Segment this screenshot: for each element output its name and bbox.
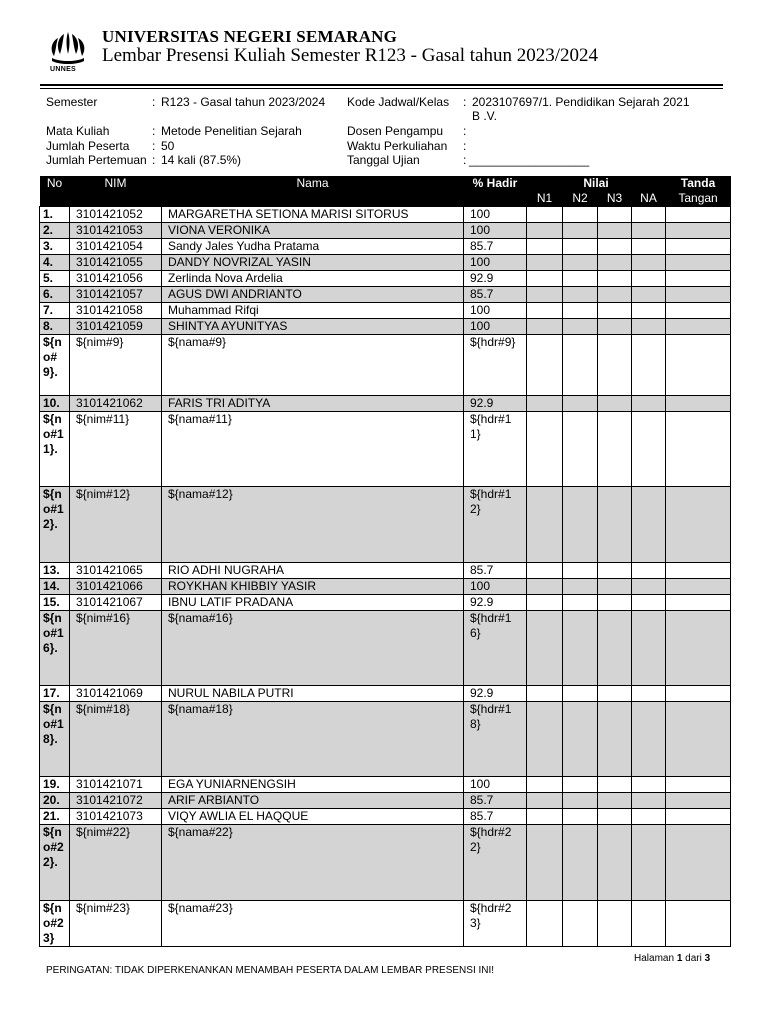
header-blank	[40, 191, 70, 207]
row-signature	[666, 223, 731, 239]
row-n3	[598, 396, 632, 412]
row-signature	[666, 319, 731, 335]
row-nama: FARIS TRI ADITYA	[162, 396, 464, 412]
row-signature	[666, 412, 731, 487]
row-signature	[666, 702, 731, 777]
header-divider	[40, 84, 723, 86]
row-nim: ${nim#11}	[70, 412, 162, 487]
row-nim: 3101421053	[70, 223, 162, 239]
row-n1	[527, 702, 563, 777]
page-total: 3	[704, 953, 711, 964]
row-n1	[527, 777, 563, 793]
row-na	[632, 487, 666, 563]
row-na	[632, 901, 666, 947]
row-signature	[666, 303, 731, 319]
row-hadir: 85.7	[464, 793, 527, 809]
row-no: ${no#23}	[40, 901, 70, 947]
row-nim: 3101421072	[70, 793, 162, 809]
sheet-title: Lembar Presensi Kuliah Semester R123 - Gasal tahun 2023/2024	[102, 45, 599, 66]
row-n1	[527, 223, 563, 239]
table-row	[40, 335, 731, 396]
row-hadir: ${hdr#22}	[464, 825, 527, 901]
row-no: 10.	[40, 396, 70, 412]
table-row	[40, 825, 731, 901]
row-nama: IBNU LATIF PRADANA	[162, 595, 464, 611]
row-hadir: 92.9	[464, 396, 527, 412]
row-na	[632, 825, 666, 901]
table-row	[40, 563, 731, 579]
row-n3	[598, 487, 632, 563]
row-na	[632, 335, 666, 396]
schedule-label: Kode Jadwal/Kelas	[347, 95, 450, 109]
header-n3: N3	[598, 191, 632, 207]
row-nama: ARIF ARBIANTO	[162, 793, 464, 809]
row-nama: ${nama#23}	[162, 901, 464, 947]
row-signature	[666, 595, 731, 611]
row-na	[632, 287, 666, 303]
table-row	[40, 611, 731, 686]
page-prefix: Halaman	[634, 953, 675, 964]
table-row	[40, 303, 731, 319]
row-n2	[563, 825, 598, 901]
row-nama: DANDY NOVRIZAL YASIN	[162, 255, 464, 271]
row-no: ${no#9}.	[40, 335, 70, 396]
row-nim: 3101421056	[70, 271, 162, 287]
header-hadir: % Hadir	[464, 176, 527, 191]
row-n1	[527, 271, 563, 287]
table-row	[40, 223, 731, 239]
row-na	[632, 793, 666, 809]
colon: :	[152, 153, 156, 167]
row-no: 20.	[40, 793, 70, 809]
row-n1	[527, 686, 563, 702]
row-n2	[563, 335, 598, 396]
row-na	[632, 702, 666, 777]
row-n2	[563, 487, 598, 563]
row-n3	[598, 335, 632, 396]
row-nama: SHINTYA AYUNITYAS	[162, 319, 464, 335]
exam-label: Tanggal Ujian	[347, 153, 420, 167]
row-no: 19.	[40, 777, 70, 793]
row-n2	[563, 579, 598, 595]
row-n2	[563, 595, 598, 611]
row-nama: ${nama#12}	[162, 487, 464, 563]
attendance-body	[40, 207, 731, 947]
row-nama: MARGARETHA SETIONA MARISI SITORUS	[162, 207, 464, 223]
row-n2	[563, 793, 598, 809]
row-na	[632, 223, 666, 239]
row-signature	[666, 777, 731, 793]
row-n2	[563, 319, 598, 335]
row-na	[632, 595, 666, 611]
row-n2	[563, 255, 598, 271]
row-no: 1.	[40, 207, 70, 223]
row-n3	[598, 319, 632, 335]
table-row	[40, 901, 731, 947]
row-na	[632, 396, 666, 412]
row-n1	[527, 825, 563, 901]
page-number	[634, 953, 710, 964]
exam-value: __________________	[469, 153, 590, 167]
row-no: 17.	[40, 686, 70, 702]
row-nama: AGUS DWI ANDRIANTO	[162, 287, 464, 303]
row-nama: VIQY AWLIA EL HAQQUE	[162, 809, 464, 825]
colon: :	[463, 95, 467, 109]
header-blank	[162, 191, 464, 207]
row-n3	[598, 207, 632, 223]
row-hadir: 100	[464, 777, 527, 793]
row-nama: ${nama#11}	[162, 412, 464, 487]
table-row	[40, 255, 731, 271]
row-hadir: 85.7	[464, 239, 527, 255]
row-hadir: ${hdr#18}	[464, 702, 527, 777]
row-hadir: 100	[464, 207, 527, 223]
row-nim: 3101421052	[70, 207, 162, 223]
row-n1	[527, 412, 563, 487]
row-no: ${no#18}.	[40, 702, 70, 777]
row-n2	[563, 809, 598, 825]
table-row	[40, 487, 731, 563]
page-separator: dari	[685, 953, 702, 964]
row-signature	[666, 239, 731, 255]
row-n3	[598, 793, 632, 809]
row-hadir: 92.9	[464, 595, 527, 611]
row-signature	[666, 686, 731, 702]
row-no: 5.	[40, 271, 70, 287]
row-n2	[563, 901, 598, 947]
row-n2	[563, 611, 598, 686]
row-signature	[666, 809, 731, 825]
row-n1	[527, 255, 563, 271]
row-nama: Muhammad Rifqi	[162, 303, 464, 319]
row-n3	[598, 809, 632, 825]
row-signature	[666, 396, 731, 412]
row-nim: 3101421069	[70, 686, 162, 702]
row-nama: RIO ADHI NUGRAHA	[162, 563, 464, 579]
row-n3	[598, 611, 632, 686]
row-n3	[598, 579, 632, 595]
row-n3	[598, 595, 632, 611]
table-row	[40, 319, 731, 335]
row-signature	[666, 563, 731, 579]
table-row	[40, 239, 731, 255]
row-nama: ${nama#16}	[162, 611, 464, 686]
row-no: ${no#11}.	[40, 412, 70, 487]
table-row	[40, 809, 731, 825]
table-row	[40, 287, 731, 303]
row-nama: ROYKHAN KHIBBIY YASIR	[162, 579, 464, 595]
row-no: 4.	[40, 255, 70, 271]
row-n1	[527, 487, 563, 563]
table-subheader-row	[40, 191, 731, 207]
row-nim: 3101421059	[70, 319, 162, 335]
row-no: 21.	[40, 809, 70, 825]
row-na	[632, 611, 666, 686]
row-signature	[666, 825, 731, 901]
row-n1	[527, 595, 563, 611]
semester-label: Semester	[46, 95, 98, 109]
row-nim: 3101421057	[70, 287, 162, 303]
row-n3	[598, 777, 632, 793]
row-n1	[527, 287, 563, 303]
row-signature	[666, 207, 731, 223]
table-row	[40, 207, 731, 223]
row-n3	[598, 901, 632, 947]
row-hadir: ${hdr#16}	[464, 611, 527, 686]
row-nim: 3101421065	[70, 563, 162, 579]
row-nim: 3101421055	[70, 255, 162, 271]
colon: :	[463, 153, 467, 167]
row-signature	[666, 793, 731, 809]
row-hadir: 92.9	[464, 271, 527, 287]
colon: :	[463, 124, 467, 138]
row-hadir: ${hdr#12}	[464, 487, 527, 563]
row-n2	[563, 777, 598, 793]
colon: :	[463, 139, 467, 153]
header-tangan: Tangan	[666, 191, 731, 207]
row-signature	[666, 335, 731, 396]
warning-text: PERINGATAN: TIDAK DIPERKENANKAN MENAMBAH PESERTA DALAM LEMBAR PRESENSI INI!	[46, 965, 495, 976]
row-n3	[598, 563, 632, 579]
row-na	[632, 686, 666, 702]
row-n2	[563, 412, 598, 487]
row-nama: NURUL NABILA PUTRI	[162, 686, 464, 702]
table-row	[40, 595, 731, 611]
row-nama: Zerlinda Nova Ardelia	[162, 271, 464, 287]
schedule-value: 2023107697/1. Pendidikan Sejarah 2021	[472, 95, 690, 109]
university-name: UNIVERSITAS NEGERI SEMARANG	[102, 27, 398, 46]
table-row	[40, 793, 731, 809]
row-no: 6.	[40, 287, 70, 303]
row-hadir: 100	[464, 223, 527, 239]
row-na	[632, 809, 666, 825]
row-n2	[563, 303, 598, 319]
row-hadir: 85.7	[464, 809, 527, 825]
row-signature	[666, 287, 731, 303]
row-n1	[527, 239, 563, 255]
row-signature	[666, 579, 731, 595]
row-na	[632, 207, 666, 223]
row-no: ${no#12}.	[40, 487, 70, 563]
page-current: 1	[676, 953, 683, 964]
row-n3	[598, 239, 632, 255]
row-n2	[563, 207, 598, 223]
row-na	[632, 412, 666, 487]
row-no: 3.	[40, 239, 70, 255]
row-nim: ${nim#23}	[70, 901, 162, 947]
row-nim: ${nim#9}	[70, 335, 162, 396]
row-n3	[598, 223, 632, 239]
row-n1	[527, 793, 563, 809]
row-na	[632, 319, 666, 335]
lecturer-label: Dosen Pengampu	[347, 124, 444, 138]
row-no: 15.	[40, 595, 70, 611]
row-nim: 3101421062	[70, 396, 162, 412]
row-nama: Sandy Jales Yudha Pratama	[162, 239, 464, 255]
row-na	[632, 579, 666, 595]
participants-value: 50	[161, 139, 175, 153]
row-n2	[563, 271, 598, 287]
header-nilai: Nilai	[527, 176, 666, 191]
row-nim: ${nim#12}	[70, 487, 162, 563]
header-divider-thin	[40, 88, 723, 89]
row-no: 7.	[40, 303, 70, 319]
row-hadir: 92.9	[464, 686, 527, 702]
logo-text: UNNES	[50, 66, 77, 73]
row-nim: 3101421067	[70, 595, 162, 611]
row-n3	[598, 825, 632, 901]
table-row	[40, 412, 731, 487]
row-nama: ${nama#9}	[162, 335, 464, 396]
row-nama: ${nama#22}	[162, 825, 464, 901]
header-blank	[70, 191, 162, 207]
table-row	[40, 271, 731, 287]
row-signature	[666, 611, 731, 686]
row-no: 14.	[40, 579, 70, 595]
row-na	[632, 777, 666, 793]
row-hadir: 100	[464, 303, 527, 319]
table-row	[40, 777, 731, 793]
row-n3	[598, 271, 632, 287]
info-right	[347, 95, 725, 175]
row-n2	[563, 396, 598, 412]
row-n3	[598, 702, 632, 777]
attendance-table	[39, 176, 731, 947]
row-hadir: ${hdr#11}	[464, 412, 527, 487]
info-left	[46, 95, 346, 175]
row-nama: ${nama#18}	[162, 702, 464, 777]
row-hadir: ${hdr#9}	[464, 335, 527, 396]
row-hadir: 100	[464, 319, 527, 335]
participants-label: Jumlah Peserta	[46, 139, 130, 153]
row-hadir: 85.7	[464, 287, 527, 303]
table-header-row	[40, 176, 731, 191]
row-no: 13.	[40, 563, 70, 579]
row-signature	[666, 271, 731, 287]
table-row	[40, 579, 731, 595]
table-row	[40, 686, 731, 702]
row-hadir: 100	[464, 255, 527, 271]
row-n1	[527, 809, 563, 825]
header-blank	[464, 191, 527, 207]
row-nim: 3101421073	[70, 809, 162, 825]
row-n2	[563, 239, 598, 255]
row-na	[632, 563, 666, 579]
row-nim: ${nim#18}	[70, 702, 162, 777]
header-no: No	[40, 176, 70, 191]
row-n2	[563, 702, 598, 777]
row-n1	[527, 319, 563, 335]
header-n2: N2	[563, 191, 598, 207]
meetings-label: Jumlah Pertemuan	[46, 153, 147, 167]
row-n1	[527, 303, 563, 319]
row-n3	[598, 303, 632, 319]
colon: :	[152, 95, 156, 109]
header-n1: N1	[527, 191, 563, 207]
row-nim: ${nim#16}	[70, 611, 162, 686]
row-no: ${no#16}.	[40, 611, 70, 686]
row-no: 2.	[40, 223, 70, 239]
header-nim: NIM	[70, 176, 162, 191]
header-tanda: Tanda	[666, 176, 731, 191]
row-nim: 3101421066	[70, 579, 162, 595]
meetings-value: 14 kali (87.5%)	[161, 153, 242, 167]
row-n1	[527, 207, 563, 223]
row-n3	[598, 412, 632, 487]
table-row	[40, 396, 731, 412]
row-n1	[527, 563, 563, 579]
row-n2	[563, 287, 598, 303]
semester-value: R123 - Gasal tahun 2023/2024	[161, 95, 326, 109]
row-n3	[598, 686, 632, 702]
row-hadir: ${hdr#23}	[464, 901, 527, 947]
row-signature	[666, 255, 731, 271]
row-na	[632, 255, 666, 271]
row-na	[632, 271, 666, 287]
row-n3	[598, 255, 632, 271]
document-header	[46, 28, 726, 78]
row-signature	[666, 901, 731, 947]
row-n2	[563, 223, 598, 239]
row-nama: EGA YUNIARNENGSIH	[162, 777, 464, 793]
row-nama: VIONA VERONIKA	[162, 223, 464, 239]
row-n2	[563, 686, 598, 702]
row-na	[632, 239, 666, 255]
header-nama: Nama	[162, 176, 464, 191]
row-n3	[598, 287, 632, 303]
course-value: Metode Penelitian Sejarah	[161, 124, 302, 138]
row-na	[632, 303, 666, 319]
row-hadir: 85.7	[464, 563, 527, 579]
row-n1	[527, 335, 563, 396]
row-nim: 3101421058	[70, 303, 162, 319]
row-n1	[527, 901, 563, 947]
header-na: NA	[632, 191, 666, 207]
row-n1	[527, 611, 563, 686]
row-nim: 3101421071	[70, 777, 162, 793]
row-n1	[527, 396, 563, 412]
course-label: Mata Kuliah	[46, 124, 110, 138]
row-no: ${no#22}.	[40, 825, 70, 901]
colon: :	[152, 139, 156, 153]
row-nim: 3101421054	[70, 239, 162, 255]
schedule-value-class: B .V.	[472, 109, 497, 123]
row-no: 8.	[40, 319, 70, 335]
row-signature	[666, 487, 731, 563]
table-row	[40, 702, 731, 777]
row-hadir: 100	[464, 579, 527, 595]
row-n2	[563, 563, 598, 579]
colon: :	[152, 124, 156, 138]
row-n1	[527, 579, 563, 595]
time-label: Waktu Perkuliahan	[347, 139, 448, 153]
row-nim: ${nim#22}	[70, 825, 162, 901]
